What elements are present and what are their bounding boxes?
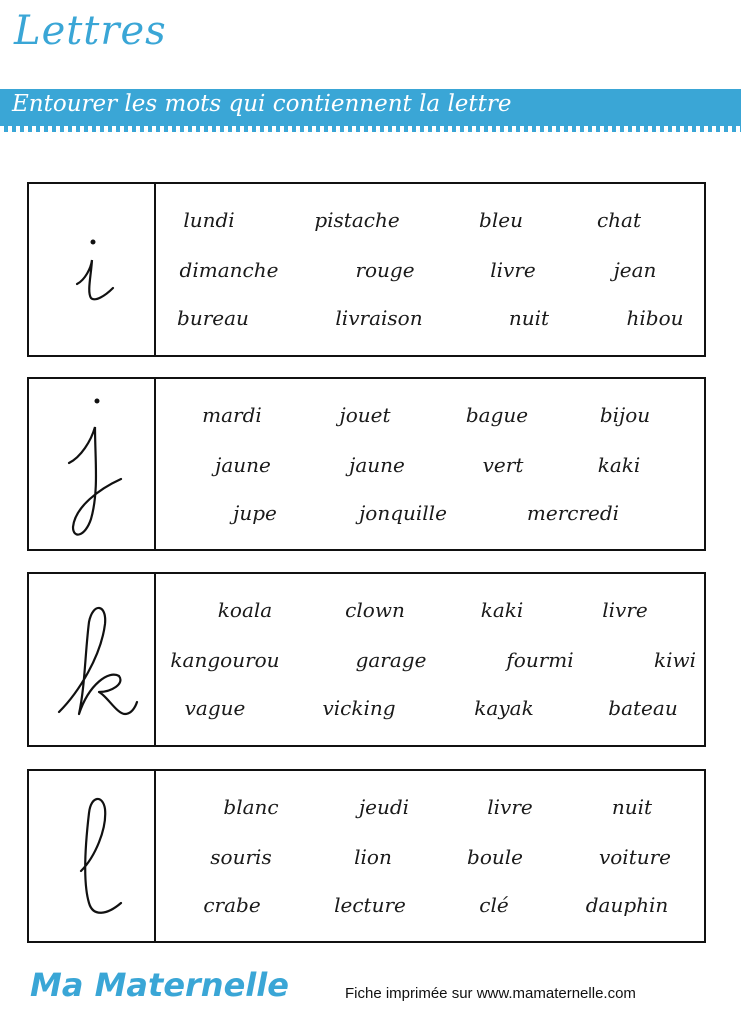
word-j-9[interactable]: jupe <box>233 501 277 525</box>
exercise-box-l <box>27 769 706 943</box>
word-j-1[interactable]: mardi <box>202 403 262 427</box>
word-j-2[interactable]: jouet <box>339 403 391 427</box>
cursive-letter-j <box>29 379 154 549</box>
instruction-text: Entourer les mots qui contiennent la lettre <box>12 91 512 117</box>
word-l-5[interactable]: souris <box>210 845 272 869</box>
word-k-7[interactable]: fourmi <box>506 648 574 672</box>
word-i-1[interactable]: lundi <box>183 208 235 232</box>
word-j-4[interactable]: bijou <box>599 403 651 427</box>
word-l-10[interactable]: lecture <box>334 893 406 917</box>
word-k-2[interactable]: clown <box>345 598 405 622</box>
letter-cell-i <box>29 184 156 355</box>
letter-cell-l <box>29 771 156 941</box>
word-k-4[interactable]: livre <box>602 598 648 622</box>
instruction-banner <box>0 89 741 127</box>
word-l-7[interactable]: boule <box>467 845 523 869</box>
word-k-5[interactable]: kangourou <box>170 648 280 672</box>
word-k-6[interactable]: garage <box>355 648 427 672</box>
word-i-10[interactable]: livraison <box>335 306 423 330</box>
page-title: Lettres <box>14 8 167 54</box>
word-l-2[interactable]: jeudi <box>358 795 410 819</box>
word-k-12[interactable]: bateau <box>608 696 678 720</box>
word-l-11[interactable]: clé <box>479 893 509 917</box>
word-k-3[interactable]: kaki <box>480 598 524 622</box>
word-i-5[interactable]: dimanche <box>179 258 279 282</box>
cursive-letter-i <box>29 184 154 355</box>
word-j-11[interactable]: mercredi <box>526 501 620 525</box>
word-j-8[interactable]: kaki <box>597 453 641 477</box>
word-k-9[interactable]: vague <box>184 696 246 720</box>
word-l-1[interactable]: blanc <box>223 795 279 819</box>
word-i-7[interactable]: livre <box>490 258 536 282</box>
word-j-6[interactable]: jaune <box>349 453 405 477</box>
word-k-1[interactable]: koala <box>217 598 273 622</box>
word-k-10[interactable]: vicking <box>322 696 396 720</box>
brand-logo: Ma Maternelle <box>30 966 289 1004</box>
word-l-8[interactable]: voiture <box>598 845 672 869</box>
word-j-7[interactable]: vert <box>482 453 524 477</box>
exercise-box-k <box>27 572 706 747</box>
word-i-6[interactable]: rouge <box>355 258 415 282</box>
word-l-6[interactable]: lion <box>354 845 392 869</box>
word-j-10[interactable]: jonquille <box>359 501 447 525</box>
word-l-3[interactable]: livre <box>487 795 533 819</box>
word-i-3[interactable]: bleu <box>479 208 523 232</box>
letter-cell-k <box>29 574 156 745</box>
word-j-3[interactable]: bague <box>465 403 529 427</box>
word-i-8[interactable]: jean <box>613 258 657 282</box>
cursive-letter-k <box>29 574 154 745</box>
word-i-11[interactable]: nuit <box>508 306 550 330</box>
cursive-letter-l <box>29 771 154 941</box>
letter-cell-j <box>29 379 156 549</box>
word-j-5[interactable]: jaune <box>215 453 271 477</box>
word-l-12[interactable]: dauphin <box>585 893 669 917</box>
word-i-4[interactable]: chat <box>596 208 642 232</box>
exercise-box-i <box>27 182 706 357</box>
word-i-9[interactable]: bureau <box>177 306 249 330</box>
exercise-box-j <box>27 377 706 551</box>
word-k-11[interactable]: kayak <box>474 696 534 720</box>
word-i-12[interactable]: hibou <box>626 306 684 330</box>
word-k-8[interactable]: kiwi <box>653 648 697 672</box>
word-i-2[interactable]: pistache <box>314 208 400 232</box>
word-l-9[interactable]: crabe <box>203 893 261 917</box>
word-l-4[interactable]: nuit <box>611 795 653 819</box>
footer-note: Fiche imprimée sur www.mamaternelle.com <box>345 985 636 1002</box>
